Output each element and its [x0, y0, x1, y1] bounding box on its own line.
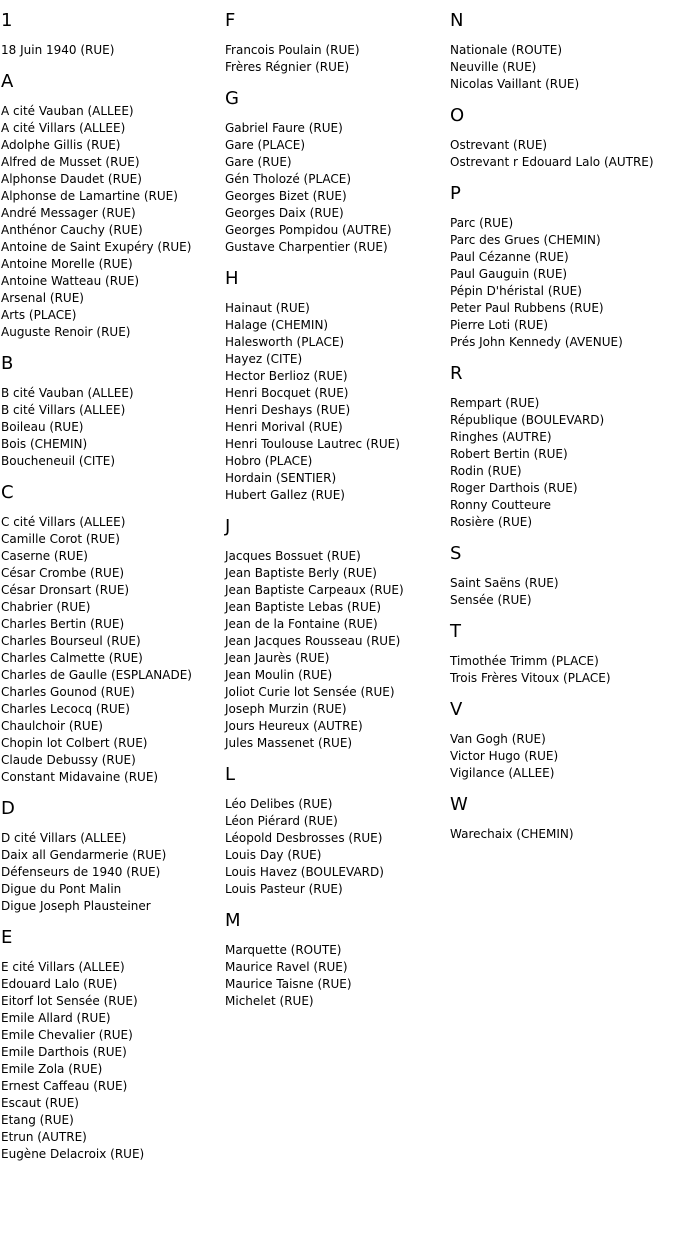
street-link[interactable]: Hordain (SENTIER) — [225, 471, 337, 485]
street-link[interactable]: Eitorf lot Sensée (RUE) — [1, 994, 138, 1008]
street-link[interactable]: Digue du Pont Malin — [1, 882, 122, 896]
street-link[interactable]: Joliot Curie lot Sensée (RUE) — [225, 685, 395, 699]
street-link[interactable]: Camille Corot (RUE) — [1, 532, 120, 546]
street-link[interactable]: Jean Moulin (RUE) — [225, 668, 333, 682]
street-link[interactable]: Joseph Murzin (RUE) — [225, 702, 347, 716]
street-link[interactable]: Daix all Gendarmerie (RUE) — [1, 848, 167, 862]
street-link[interactable]: C cité Villars (ALLEE) — [1, 515, 126, 529]
letter-section — [1, 482, 223, 786]
street-link[interactable]: Parc (RUE) — [450, 216, 514, 230]
street-link[interactable]: Charles de Gaulle (ESPLANADE) — [1, 668, 192, 682]
street-link[interactable]: Saint Saëns (RUE) — [450, 576, 559, 590]
street-link[interactable]: Charles Bourseul (RUE) — [1, 634, 141, 648]
street-list — [225, 942, 447, 1010]
street-link[interactable]: B cité Vauban (ALLEE) — [1, 386, 134, 400]
street-link[interactable]: Pépin D'héristal (RUE) — [450, 284, 582, 298]
street-link[interactable]: Halage (CHEMIN) — [225, 318, 329, 332]
street-link[interactable]: Marquette (ROUTE) — [225, 943, 342, 957]
street-link[interactable]: Alphonse de Lamartine (RUE) — [1, 189, 178, 203]
street-link[interactable]: Halesworth (PLACE) — [225, 335, 345, 349]
street-link[interactable]: Louis Pasteur (RUE) — [225, 882, 343, 896]
street-link[interactable]: Alfred de Musset (RUE) — [1, 155, 140, 169]
street-link[interactable]: Rempart (RUE) — [450, 396, 540, 410]
letter-section — [450, 543, 672, 609]
letter-section — [450, 794, 672, 843]
letter-heading: R — [450, 363, 463, 384]
street-link[interactable]: Ringhes (AUTRE) — [450, 430, 552, 444]
letter-section — [450, 183, 672, 351]
street-link[interactable]: Maurice Ravel (RUE) — [225, 960, 348, 974]
street-link[interactable]: Timothée Trimm (PLACE) — [450, 654, 599, 668]
letter-heading: 1 — [1, 10, 13, 31]
letter-heading: P — [450, 183, 461, 204]
street-link[interactable]: Etrun (AUTRE) — [1, 1130, 87, 1144]
street-link[interactable]: Eugène Delacroix (RUE) — [1, 1147, 145, 1161]
street-link[interactable]: Antoine Watteau (RUE) — [1, 274, 140, 288]
letter-heading: T — [450, 621, 461, 642]
letter-heading: S — [450, 543, 462, 564]
street-list — [450, 653, 672, 687]
street-link[interactable]: Arsenal (RUE) — [1, 291, 84, 305]
street-link[interactable]: Ernest Caffeau (RUE) — [1, 1079, 128, 1093]
letter-section — [1, 798, 223, 915]
street-link[interactable]: 18 Juin 1940 (RUE) — [1, 43, 115, 57]
letter-section — [225, 88, 447, 256]
street-link[interactable]: A cité Vauban (ALLEE) — [1, 104, 134, 118]
street-link[interactable]: Gustave Charpentier (RUE) — [225, 240, 388, 254]
street-list — [1, 42, 223, 59]
street-list — [1, 103, 223, 341]
letter-heading: A — [1, 71, 14, 92]
street-list — [1, 959, 223, 1163]
street-link[interactable]: Pierre Loti (RUE) — [450, 318, 549, 332]
street-link[interactable]: Louis Day (RUE) — [225, 848, 322, 862]
street-link[interactable]: B cité Villars (ALLEE) — [1, 403, 126, 417]
street-link[interactable]: Gare (RUE) — [225, 155, 292, 169]
letter-heading: H — [225, 268, 239, 289]
street-link[interactable]: Robert Bertin (RUE) — [450, 447, 568, 461]
street-link[interactable]: A cité Villars (ALLEE) — [1, 121, 126, 135]
street-link[interactable]: Henri Bocquet (RUE) — [225, 386, 349, 400]
letter-heading: J — [225, 516, 231, 537]
street-list — [450, 42, 672, 93]
street-link[interactable]: Jean Baptiste Berly (RUE) — [225, 566, 377, 580]
street-link[interactable]: Emile Allard (RUE) — [1, 1011, 111, 1025]
letter-section — [450, 699, 672, 782]
street-link[interactable]: Maurice Taisne (RUE) — [225, 977, 352, 991]
letter-heading: G — [225, 88, 239, 109]
street-link[interactable]: Boileau (RUE) — [1, 420, 84, 434]
street-link[interactable]: Charles Bertin (RUE) — [1, 617, 125, 631]
street-link[interactable]: Henri Morival (RUE) — [225, 420, 343, 434]
street-link[interactable]: Charles Lecocq (RUE) — [1, 702, 130, 716]
street-list — [1, 830, 223, 915]
street-list — [450, 137, 672, 171]
letter-section — [225, 10, 447, 76]
street-link[interactable]: Chopin lot Colbert (RUE) — [1, 736, 148, 750]
index-column — [1, 10, 223, 1175]
street-link[interactable]: Hubert Gallez (RUE) — [225, 488, 345, 502]
street-link[interactable]: Chabrier (RUE) — [1, 600, 91, 614]
street-link[interactable]: Paul Gauguin (RUE) — [450, 267, 568, 281]
street-link[interactable]: Jean Jaurès (RUE) — [225, 651, 330, 665]
letter-section — [225, 268, 447, 504]
street-link[interactable]: Antoine de Saint Exupéry (RUE) — [1, 240, 192, 254]
street-link[interactable]: Hayez (CITE) — [225, 352, 303, 366]
street-link[interactable]: Jean Baptiste Carpeaux (RUE) — [225, 583, 404, 597]
letter-section — [225, 764, 447, 898]
street-link[interactable]: Auguste Renoir (RUE) — [1, 325, 131, 339]
street-link[interactable]: Rodin (RUE) — [450, 464, 522, 478]
street-list — [1, 385, 223, 470]
letter-section — [1, 71, 223, 341]
street-link[interactable]: Prés John Kennedy (AVENUE) — [450, 335, 623, 349]
street-link[interactable]: Henri Toulouse Lautrec (RUE) — [225, 437, 400, 451]
street-link[interactable]: Nationale (ROUTE) — [450, 43, 563, 57]
street-list — [450, 395, 672, 531]
street-link[interactable]: Hector Berlioz (RUE) — [225, 369, 348, 383]
street-link[interactable]: Frères Régnier (RUE) — [225, 60, 350, 74]
street-link[interactable]: Vigilance (ALLEE) — [450, 766, 555, 780]
street-list — [450, 731, 672, 782]
street-link[interactable]: Bois (CHEMIN) — [1, 437, 88, 451]
street-link[interactable]: Trois Frères Vitoux (PLACE) — [450, 671, 611, 685]
street-link[interactable]: Ostrevant r Edouard Lalo (AUTRE) — [450, 155, 654, 169]
letter-heading: E — [1, 927, 13, 948]
street-link[interactable]: E cité Villars (ALLEE) — [1, 960, 125, 974]
street-link[interactable]: Michelet (RUE) — [225, 994, 314, 1008]
street-link[interactable]: Etang (RUE) — [1, 1113, 74, 1127]
street-list — [225, 796, 447, 898]
street-link[interactable]: Hainaut (RUE) — [225, 301, 310, 315]
street-link[interactable]: Boucheneuil (CITE) — [1, 454, 116, 468]
street-list — [450, 826, 672, 843]
letter-heading: B — [1, 353, 14, 374]
street-link[interactable]: Neuville (RUE) — [450, 60, 537, 74]
letter-heading: D — [1, 798, 15, 819]
street-link[interactable]: Van Gogh (RUE) — [450, 732, 546, 746]
street-link[interactable]: Charles Calmette (RUE) — [1, 651, 143, 665]
letter-heading: C — [1, 482, 14, 503]
street-link[interactable]: Jules Massenet (RUE) — [225, 736, 353, 750]
letter-section — [450, 10, 672, 93]
street-link[interactable]: Hobro (PLACE) — [225, 454, 313, 468]
street-link[interactable]: D cité Villars (ALLEE) — [1, 831, 127, 845]
street-link[interactable]: Gén Tholozé (PLACE) — [225, 172, 352, 186]
street-link[interactable]: Emile Darthois (RUE) — [1, 1045, 127, 1059]
street-link[interactable]: Peter Paul Rubbens (RUE) — [450, 301, 604, 315]
street-list — [225, 42, 447, 76]
index-column — [225, 10, 447, 1022]
street-link[interactable]: Défenseurs de 1940 (RUE) — [1, 865, 161, 879]
street-link[interactable]: Nicolas Vaillant (RUE) — [450, 77, 580, 91]
street-link[interactable]: Victor Hugo (RUE) — [450, 749, 559, 763]
letter-section — [450, 105, 672, 171]
street-link[interactable]: Léopold Desbrosses (RUE) — [225, 831, 383, 845]
letter-section — [450, 363, 672, 531]
street-link[interactable]: Gare (PLACE) — [225, 138, 306, 152]
letter-section — [1, 10, 223, 59]
street-link[interactable]: Jean Jacques Rousseau (RUE) — [225, 634, 401, 648]
letter-heading: F — [225, 10, 236, 31]
street-link[interactable]: André Messager (RUE) — [1, 206, 136, 220]
street-link[interactable]: Henri Deshays (RUE) — [225, 403, 351, 417]
letter-heading: N — [450, 10, 464, 31]
street-link[interactable]: Charles Gounod (RUE) — [1, 685, 135, 699]
street-link[interactable]: Claude Debussy (RUE) — [1, 753, 136, 767]
street-link[interactable]: Roger Darthois (RUE) — [450, 481, 578, 495]
letter-section — [450, 621, 672, 687]
street-link[interactable]: Francois Poulain (RUE) — [225, 43, 360, 57]
letter-heading: O — [450, 105, 465, 126]
street-link[interactable]: Chaulchoir (RUE) — [1, 719, 103, 733]
street-link[interactable]: Escaut (RUE) — [1, 1096, 79, 1110]
street-link[interactable]: Caserne (RUE) — [1, 549, 88, 563]
street-link[interactable]: Parc des Grues (CHEMIN) — [450, 233, 601, 247]
letter-section — [225, 516, 447, 752]
street-link[interactable]: César Crombe (RUE) — [1, 566, 125, 580]
street-link[interactable]: Anthénor Cauchy (RUE) — [1, 223, 143, 237]
street-link[interactable]: Léo Delibes (RUE) — [225, 797, 333, 811]
street-link[interactable]: Alphonse Daudet (RUE) — [1, 172, 142, 186]
street-link[interactable]: Antoine Morelle (RUE) — [1, 257, 133, 271]
street-link[interactable]: Emile Chevalier (RUE) — [1, 1028, 133, 1042]
letter-heading: L — [225, 764, 236, 785]
letter-heading: V — [450, 699, 463, 720]
letter-heading: W — [450, 794, 468, 815]
street-link[interactable]: Sensée (RUE) — [450, 593, 532, 607]
street-link[interactable]: Léon Piérard (RUE) — [225, 814, 338, 828]
street-link[interactable]: Jacques Bossuet (RUE) — [225, 549, 361, 563]
street-link[interactable]: Emile Zola (RUE) — [1, 1062, 103, 1076]
street-link[interactable]: Constant Midavaine (RUE) — [1, 770, 159, 784]
street-link[interactable]: Warechaix (CHEMIN) — [450, 827, 574, 841]
street-link[interactable]: République (BOULEVARD) — [450, 413, 605, 427]
street-link[interactable]: Georges Bizet (RUE) — [225, 189, 347, 203]
street-link[interactable]: César Dronsart (RUE) — [1, 583, 130, 597]
street-link[interactable]: Louis Havez (BOULEVARD) — [225, 865, 384, 879]
street-link[interactable]: Rosière (RUE) — [450, 515, 533, 529]
street-link[interactable]: Georges Pompidou (AUTRE) — [225, 223, 392, 237]
street-link[interactable]: Paul Cézanne (RUE) — [450, 250, 569, 264]
street-list — [450, 215, 672, 351]
letter-section — [225, 910, 447, 1010]
street-link[interactable]: Arts (PLACE) — [1, 308, 77, 322]
street-list — [225, 120, 447, 256]
letter-heading: M — [225, 910, 241, 931]
street-list — [1, 514, 223, 786]
letter-section — [1, 353, 223, 470]
street-link[interactable]: Jean de la Fontaine (RUE) — [225, 617, 378, 631]
street-link[interactable]: Ostrevant (RUE) — [450, 138, 548, 152]
street-link[interactable]: Jean Baptiste Lebas (RUE) — [225, 600, 382, 614]
street-list — [450, 575, 672, 609]
street-link[interactable]: Gabriel Faure (RUE) — [225, 121, 343, 135]
street-link[interactable]: Jours Heureux (AUTRE) — [225, 719, 363, 733]
street-link[interactable]: Georges Daix (RUE) — [225, 206, 344, 220]
street-link[interactable]: Edouard Lalo (RUE) — [1, 977, 118, 991]
letter-section — [1, 927, 223, 1163]
street-link[interactable]: Ronny Coutteure — [450, 498, 552, 512]
street-link[interactable]: Adolphe Gillis (RUE) — [1, 138, 121, 152]
street-list — [225, 548, 447, 752]
index-column — [450, 10, 672, 855]
street-list — [225, 300, 447, 504]
street-link[interactable]: Digue Joseph Plausteiner — [1, 899, 151, 913]
